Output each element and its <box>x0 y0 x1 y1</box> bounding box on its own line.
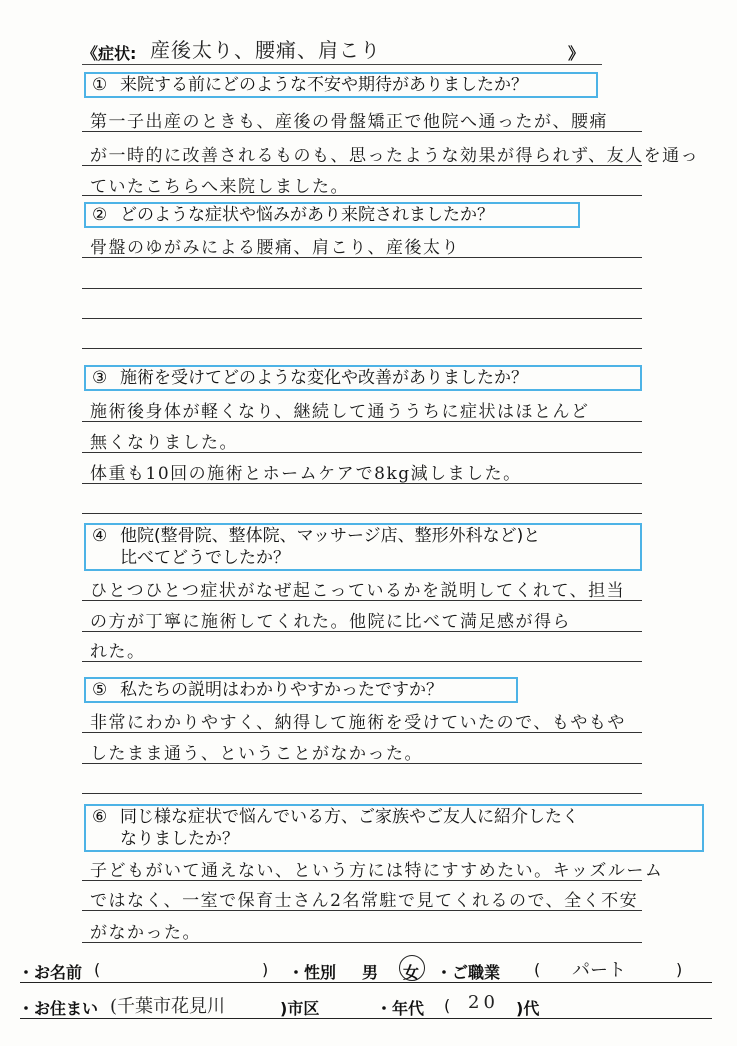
ruled-line <box>82 195 642 196</box>
ruled-line <box>82 661 642 662</box>
job-label: ・ご職業 <box>436 963 501 982</box>
ruled-line <box>82 942 642 943</box>
answer-5-line-1: 非常にわかりやすく、納得して施術を受けていたので、もやもや <box>90 713 626 733</box>
symptom-value: 産後太り、腰痛、肩こり <box>150 38 381 62</box>
ruled-line <box>82 131 642 132</box>
ruled-line <box>82 288 642 289</box>
address-value: (千葉市花見川 <box>110 996 226 1017</box>
ruled-line <box>82 513 642 514</box>
question-2-box <box>84 202 580 228</box>
ruled-line <box>82 348 642 349</box>
footer-row-2-line <box>20 1018 712 1019</box>
job-open-paren: ( <box>534 960 541 979</box>
name-open-paren: ( <box>94 960 101 979</box>
symptom-close-bracket: 》 <box>568 44 585 63</box>
answer-3-line-1: 施術後身体が軽くなり、継続して通ううちに症状はほとんど <box>90 402 590 422</box>
answer-4-line-3: れた。 <box>90 642 146 662</box>
ruled-line <box>82 165 642 166</box>
ruled-line <box>82 257 642 258</box>
ruled-line <box>82 318 642 319</box>
question-6-number: ⑥ <box>92 807 108 827</box>
answer-3-line-3: 体重も10回の施術とホームケアで8kg減しました。 <box>90 464 522 484</box>
answer-3-line-2: 無くなりました。 <box>90 433 238 453</box>
answer-1-line-1: 第一子出産のときも、産後の骨盤矯正で他院へ通ったが、腰痛 <box>90 112 608 132</box>
question-5-box <box>84 677 518 703</box>
question-1-number: ① <box>92 75 108 95</box>
ruled-line <box>82 452 642 453</box>
question-4-text: 他院(整骨院、整体院、マッサージ店、整形外科など)と <box>120 526 541 546</box>
answer-2-line-1: 骨盤のゆがみによる腰痛、肩こり、産後太り <box>90 238 460 258</box>
question-2-text: どのような症状や悩みがあり来院されましたか？ <box>120 205 494 225</box>
ruled-line <box>82 421 642 422</box>
job-value: パート <box>572 960 626 981</box>
address-label: ・お住まい <box>18 999 99 1018</box>
question-3-number: ③ <box>92 368 108 388</box>
age-open-paren: ( <box>444 996 451 1015</box>
question-6-text: 同じ様な症状で悩んでいる方、ご家族やご友人に紹介したく <box>120 807 579 827</box>
answer-4-line-1: ひとつひとつ症状がなぜ起こっているかを説明してくれて、担当 <box>90 581 626 601</box>
question-2-number: ② <box>92 205 108 225</box>
question-4-box <box>84 523 642 571</box>
gender-male: 男 <box>362 963 379 982</box>
age-value: 20 <box>468 992 499 1013</box>
question-3-text: 施術を受けてどのような変化や改善がありましたか？ <box>120 368 528 388</box>
question-5-text: 私たちの説明はわかりやすかったですか？ <box>120 680 443 700</box>
question-1-text: 来院する前にどのような不安や期待がありましたか？ <box>120 75 528 95</box>
ruled-line <box>82 600 642 601</box>
job-close-paren: ) <box>676 960 683 979</box>
answer-4-line-2: の方が丁寧に施術してくれた。他院に比べて満足感が得ら <box>90 612 571 632</box>
ruled-line <box>82 793 642 794</box>
ruled-line <box>82 763 642 764</box>
gender-female: 女 <box>403 963 420 982</box>
question-6-box <box>84 804 704 852</box>
age-close-paren: )代 <box>516 999 540 1018</box>
question-3-box <box>84 365 642 391</box>
footer-row-1-line <box>20 982 712 983</box>
ruled-line <box>82 880 642 881</box>
answer-1-line-3: ていたこちらへ来院しました。 <box>90 177 349 197</box>
symptom-label: 《症状: <box>82 44 137 63</box>
ruled-line <box>82 631 642 632</box>
name-close-paren: ) <box>262 960 269 979</box>
ruled-line <box>82 910 642 911</box>
answer-6-line-3: がなかった。 <box>90 923 201 943</box>
answer-1-line-2: が一時的に改善されるものも、思ったような効果が得られず、友人を通っ <box>90 146 700 166</box>
answer-6-line-1: 子どもがいて通えない、という方には特にすすめたい。キッズルーム <box>90 861 664 881</box>
ruled-line <box>82 483 642 484</box>
question-4-number: ④ <box>92 526 108 546</box>
age-label: ・年代 <box>376 999 425 1018</box>
question-1-box <box>84 72 598 98</box>
ruled-line <box>82 732 642 733</box>
answer-6-line-2: ではなく、一室で保育士さん2名常駐で見てくれるので、全く不安 <box>90 891 639 911</box>
question-5-number: ⑤ <box>92 680 108 700</box>
address-suffix: )市区 <box>280 999 320 1018</box>
gender-label: ・性別 <box>288 963 337 982</box>
answer-5-line-2: したまま通う、ということがなかった。 <box>90 744 423 764</box>
name-label: ・お名前 <box>18 963 83 982</box>
question-4-text-line-2: 比べてどうでしたか？ <box>120 548 290 568</box>
question-6-text-line-2: なりましたか？ <box>120 829 239 849</box>
